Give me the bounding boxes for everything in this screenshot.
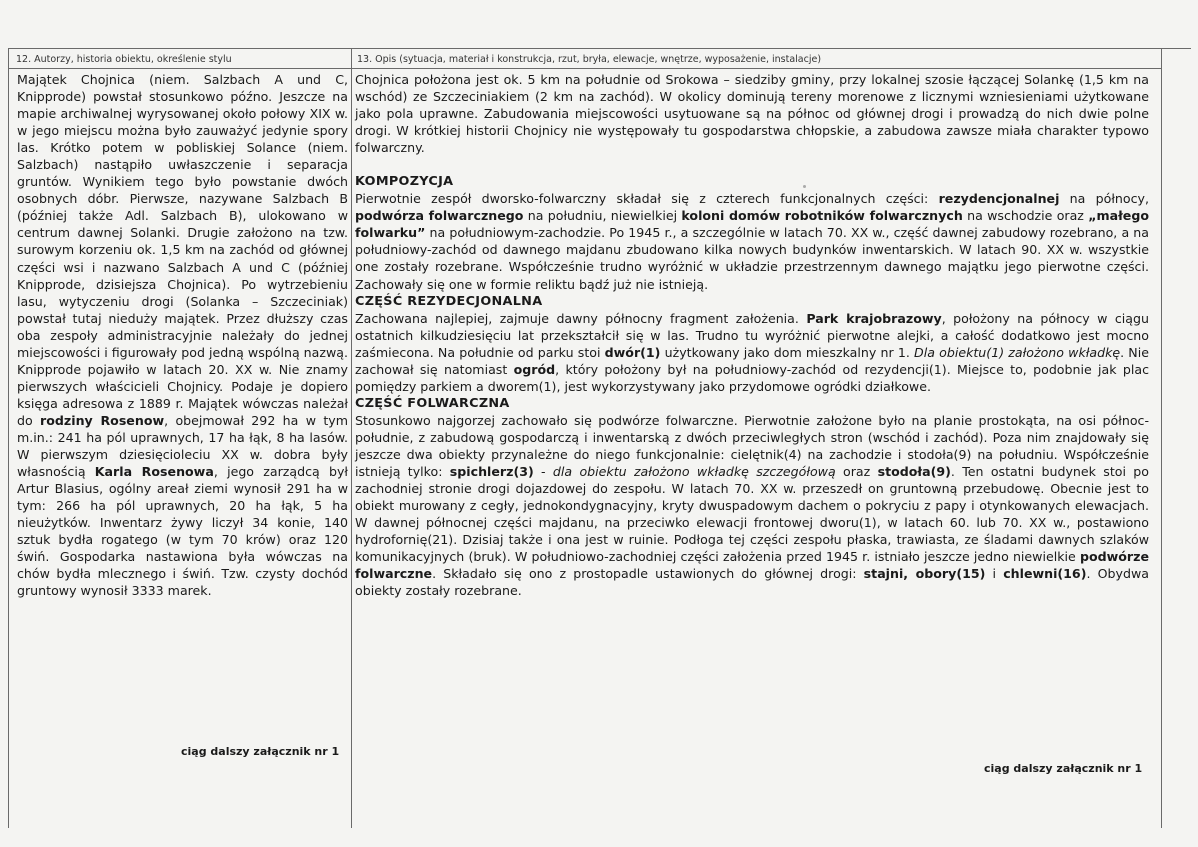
left-column-header: 12. Autorzy, historia obiektu, określenie stylu	[16, 54, 232, 65]
bold-rosenow-family: rodziny Rosenow	[40, 412, 165, 428]
right-border	[1161, 48, 1162, 828]
heading-kompozycja: KOMPOZYCJA	[355, 174, 454, 190]
header-underline-right	[351, 68, 1161, 69]
right-column-header: 13. Opis (sytuacja, materiał i konstrukcja, rzut, bryła, elewacje, wnętrze, wyposażenie, instalacje)	[357, 54, 822, 65]
column-divider	[351, 48, 352, 828]
left-border	[8, 48, 9, 828]
bold-karl-rosenow: Karla Rosenowa	[94, 464, 214, 480]
right-continued-note: ciąg dalszy załącznik nr 1	[984, 762, 1143, 775]
heading-farm-part: CZĘŚĆ FOLWARCZNA	[355, 395, 510, 411]
description-column	[355, 71, 1149, 599]
intro-paragraph: Chojnica położona jest ok. 5 km na południe od Srokowa – siedziby gminy, przy lokalnej szosie łączącej Solankę (1,5 km na wschód) ze Szczeciniakiem (2 km na zachód). W okolicy dominują tereny morenowe z licznymi wzniesieniami użytkowane jako pola uprawne. Zabudowania miejscowości usytuowane są na północ od głównej drogi i prowadzą do nich dwie polne drogi. W krótkiej historii Chojnicy nie występowały tu gospodarstwa chłopskie, a zabudowa zawsze miała charakter typowo folwarczny.	[355, 72, 1149, 156]
history-paragraph: Majątek Chojnica (niem. Salzbach A und C, Knipprode) powstał stosunkowo późno. Jeszcze na mapie archiwalnej wyrysowanej około połowy XIX w. w jego miejscu można było zauważyć jedynie spory las. Krótko potem w pobliskiej Solance (niem. Salzbach) nastąpiło uwłaszczenie i separacja gruntów. Wynikiem tego było powstanie dwóch osobnych dóbr. Pierwsze, nazywane Salzbach B (później także Adl. Salzbach B), ulokowano w centrum dawnej Solanki. Drugie założono na tzw. surowym korzeniu ok. 1,5 km na zachód od głównej części wsi i nazwano Salzbach A und C (później Knipprode, dzisiejsza Chojnica). Po wytrzebieniu lasu, wytyczeniu drogi (Solanka – Szczeciniak) powstał tutaj nieduży majątek. Przez dłuższy czas oba zespoły administracyjnie należały do jednej miejscowości i figurowały pod jedną wspólną nazwą. Knipprode pojawiło w latach 20. XX w. Nie znamy pierwszych właścicieli Chojnicy. Podaje je dopiero księga adresowa z 1889 r. Majątek wówczas należał do rodziny Rosenow, obejmował 292 ha w tym m.in.: 241 ha pól uprawnych, 17 ha łąk, 8 ha lasów. W pierwszym dziesięcioleciu XX w. dobra były własnością Karla Rosenowa, jego zarządcą był Artur Blasius, ogólny areał ziemi wynosił 291 ha w tym: 266 ha pól uprawnych, 20 ha łąk, 5 ha nieużytków. Inwentarz żywy liczył 34 konie, 140 sztuk bydła rogatego (w tym 70 krów) oraz 120 świń. Gospodarka nastawiona była wówczas na chów bydła mlecznego i świń. Tzw. czysty dochód gruntowy wynosił 3333 marek.	[17, 72, 349, 599]
history-column	[17, 71, 348, 599]
farm-paragraph: Stosunkowo najgorzej zachowało się podwórze folwarczne. Pierwotnie założone było na planie prostokąta, na osi północ-południe, z zabudową gospodarczą i inwentarską z dwóch przeciwległych stron (wschód i zachód). Poza nim znajdowały się jeszcze dwa obiekty przynależne do niego funkcjonalnie: cielętnik(4) na zachodzie i stodoła(9) na południu. Współcześnie istnieją tylko: spichlerz(3) - dla obiektu założono wkładkę szczegółową oraz stodoła(9). Ten ostatni budynek stoi po zachodniej stronie drogi dojazdowej do zespołu. W latach 70. XX w. przeszedł on gruntowną przebudowę. Obecnie jest to obiekt murowany z cegły, jednokondygnacyjny, kryty dwuspadowym dachem o pokryciu z papy i otynkowanych elewacjach. W dawnej północnej części majdanu, na przeciwko elewacji frontowej dworu(1), w latach 60. lub 70. XX w., postawiono hydrofornię(21). Dzisiaj także i ona jest w ruinie. Podłoga tej części zespołu płaska, trawiasta, ze śladami dawnych szlaków komunikacyjnych (bruk). W południowo-zachodniej części założenia przed 1945 r. istniało jeszcze jedno niewielkie podwórze folwarczne. Składało się ono z prostopadle ustawionych do głównej drogi: stajni, obory(15) i chlewni(16). Obydwa obiekty zostały rozebrane.	[355, 412, 1149, 599]
heading-residential-part: CZĘŚĆ REZYDECJONALNA	[355, 293, 543, 309]
scan-speck	[803, 185, 806, 188]
composition-paragraph: Pierwotnie zespół dworsko-folwarczny składał się z czterech funkcjonalnych części: rezydencjonalnej na północy, podwórza folwarcznego na południu, niewielkiej koloni domów robotników folwarcznych na wschodzie oraz „małego folwarku” na południowym-zachodzie. Po 1945 r., a szczególnie w latach 70. XX w., część dawnej zabudowy rozebrano, a na południowy-zachód od dawnego majdanu zbudowano kilka nowych budynków inwentarskich. W latach 90. XX w. wszystkie one zostały rozebrane. Współcześnie trudno wyróżnić w układzie przestrzennym dawnego majątku jego pierwotne części. Zachowały się one w formie reliktu bądź już nie istnieją.	[355, 191, 1150, 292]
top-border	[8, 48, 1191, 49]
residential-paragraph: Zachowana najlepiej, zajmuje dawny północny fragment założenia. Park krajobrazowy, położony na północy w ciągu ostatnich kilkudziesięciu lat przekształcił się w las. Trudno tu wyróżnić pierwotne alejki, a całość dodatkowo jest mocno zaśmiecona. Na południe od parku stoi dwór(1) użytkowany jako dom mieszkalny nr 1. Dla obiektu(1) założono wkładkę. Nie zachował się natomiast ogród, który położony był na południowy-zachód od rezydencji(1). Miejsce to, podobnie jak plac pomiędzy parkiem a dworem(1), jest wykorzystywany jako przydomowe ogródki działkowe.	[355, 310, 1150, 394]
header-underline-left	[8, 68, 351, 69]
left-continued-note: ciąg dalszy załącznik nr 1	[181, 745, 340, 758]
